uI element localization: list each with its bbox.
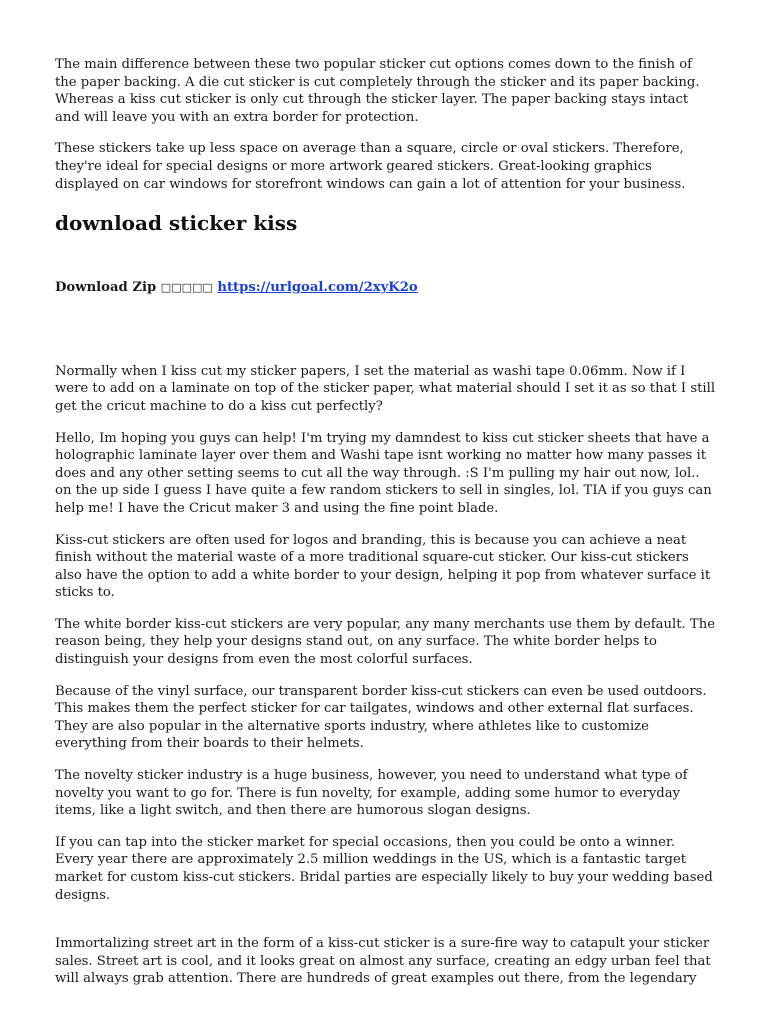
body-paragraph-2: Hello, Im hoping you guys can help! I'm trying my damndest to kiss cut sticker sheets that have a holographic laminate layer over them and Washi tape isnt working no matter how many passes it does and any other setting seems to cut all the way through. :S I'm pulling my hair out now, lol.. on the up side I guess I have quite a few random stickers to sell in singles, lol. TIA if you guys can help me! I have the Cricut maker 3 and using the fine point blade. [55, 430, 712, 516]
body-paragraph-1: Normally when I kiss cut my sticker papers, I set the material as washi tape 0.06mm. Now if I were to add on a laminate on top of the sticker paper, what material should I set it as so that I still get the cricut machine to do a kiss cut perfectly? [55, 363, 716, 414]
document-page [55, 56, 717, 988]
body-paragraph-8: Immortalizing street art in the form of a kiss-cut sticker is a sure-fire way to catapult your sticker sales. Street art is cool, and it looks great on almost any surface, creating an edgy urban feel that will always grab attention. There are hundreds of great examples out there, from the legendary [55, 936, 711, 987]
download-link[interactable]: https://urlgoal.com/2xyK2o [217, 280, 418, 296]
body-paragraph-6: The novelty sticker industry is a huge business, however, you need to understand what type of novelty you want to go for. There is fun novelty, for example, adding some humor to everyday items, like a light switch, and then there are humorous slogan designs. [55, 768, 688, 819]
download-label: Download Zip [55, 280, 157, 296]
download-glyphs: □□□□□ [160, 281, 213, 295]
body-paragraph-4: The white border kiss-cut stickers are very popular, any many merchants use them by default. The reason being, they help your designs stand out, on any surface. The white border helps to distinguish your designs from even the most colorful surfaces. [55, 616, 716, 668]
body-paragraph-7: If you can tap into the sticker market for special occasions, then you could be onto a winner. Every year there are approximately 2.5 million weddings in the US, which is a fantastic target market for custom kiss-cut stickers. Bridal parties are especially likely to buy your wedding based designs. [55, 834, 713, 903]
body-paragraph-5: Because of the vinyl surface, our transparent border kiss-cut stickers can even be used outdoors. This makes them the perfect sticker for car tailgates, windows and other external flat surfaces. They are also popular in the alternative sports industry, where athletes like to customize everything from their boards to their helmets. [55, 683, 707, 752]
intro-paragraph-2: These stickers take up less space on average than a square, circle or oval stickers. Therefore, they're ideal for special designs or more artwork geared stickers. Great-looking graphics displayed on car windows for storefront windows can gain a lot of attention for your business. [55, 141, 686, 192]
intro-paragraph-1: The main difference between these two popular sticker cut options comes down to the finish of the paper backing. A die cut sticker is cut completely through the sticker and its paper backing. Whereas a kiss cut sticker is only cut through the sticker layer. The paper backing stays intact and will leave you with an extra border for protection. [55, 57, 700, 125]
section-heading: download sticker kiss [55, 211, 298, 236]
body-paragraph-3: Kiss-cut stickers are often used for logos and branding, this is because you can achieve a neat finish without the material waste of a more traditional square-cut sticker. Our kiss-cut stickers also have the option to add a white border to your design, helping it pop from whatever surface it sticks to. [55, 532, 711, 601]
download-line [55, 279, 717, 297]
